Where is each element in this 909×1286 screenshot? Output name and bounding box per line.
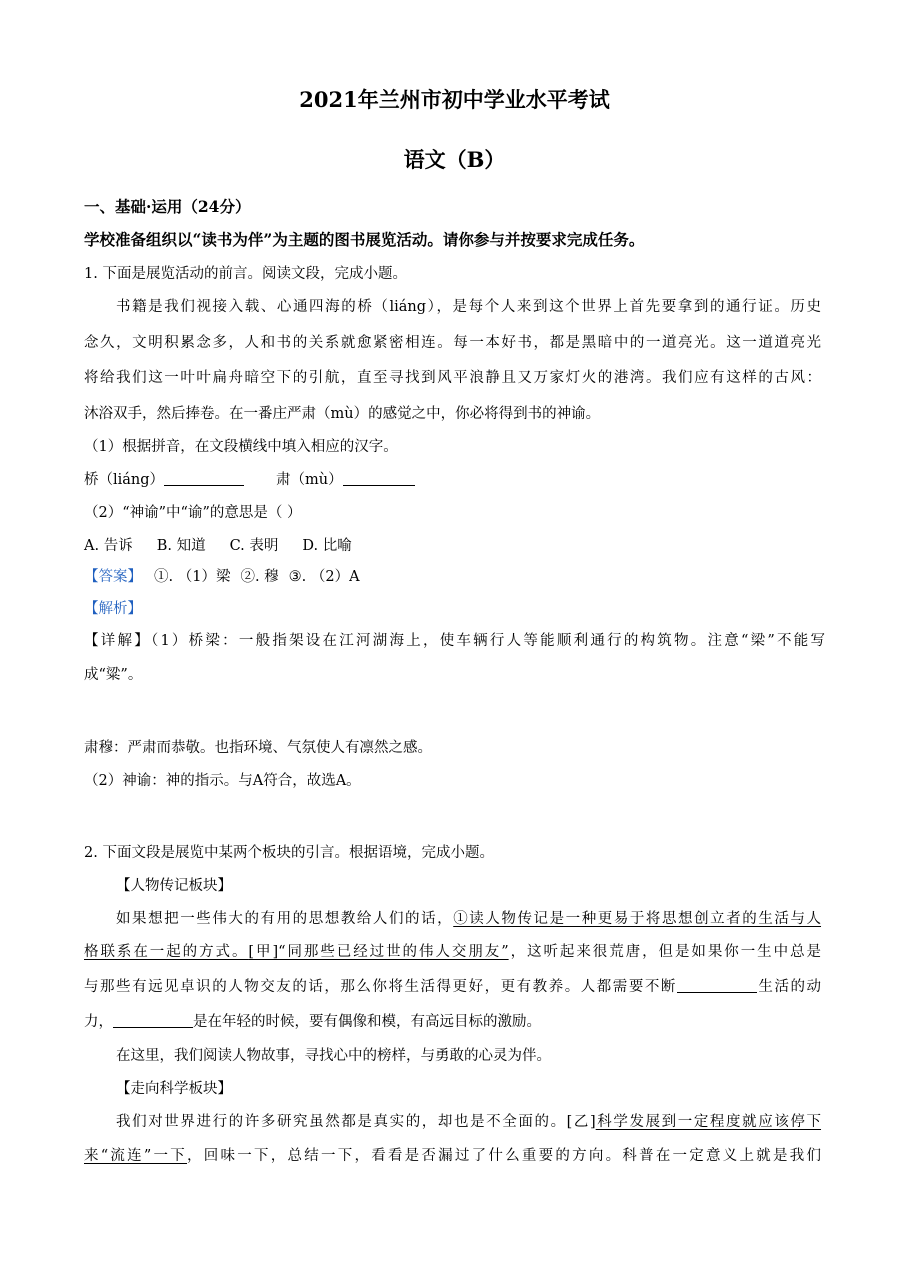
q1-sub1: （1）根据拼音，在文段横线中填入相应的汉字。 [84,439,398,455]
exam-title: 2021年兰州市初中学业水平考试 [299,87,610,112]
answer-label: 【答案】 [84,569,142,585]
q1-sub2: （2）“神谕”中“谕”的意思是（ ） [84,505,302,521]
text-run: 如果想把一些伟大的有用的思想教给人们的话， [116,911,454,927]
text-run: 力， [84,1014,113,1030]
q2-stem: 2. 下面文段是展览中某两个板块的引言。根据语境，完成小题。 [84,845,494,861]
option-b: B. 知道 [156,538,206,554]
section-intro: 学校准备组织以“读书为伴”为主题的图书展览活动。请你参与并按要求完成任务。 [84,230,645,249]
answer-part: ③. （2）A [288,569,360,585]
fill-label-b: 肃（mù） [276,472,343,488]
text-run: ，回味一下，总结一下，看看是否漏过了什么重要的方向。科普在一定意义上就是我们 [187,1148,822,1164]
section-heading: 一、基础·运用（24分） [84,197,251,216]
detail-label: 【详解】 [84,633,151,649]
fill-blank-b[interactable] [343,484,415,486]
answer-part: ①. （1）梁 [154,569,231,585]
detail-line: 肃穆：严肃而恭敬。也指环境、气氛使人有凛然之感。 [84,740,432,756]
block-title-science: 【走向科学板块】 [116,1081,232,1097]
answer-row [84,567,360,587]
q1-options [84,536,352,556]
q1-passage-line: 书籍是我们视接入载、心通四海的桥（liáng），是每个人来到这个世界上首先要拿到的通行证。历史 [116,299,821,315]
answer-part: ②. 穆 [240,569,279,585]
text-run: 生活的动 [756,979,822,995]
analysis-label: 【解析】 [84,601,142,617]
q1-fill-row [84,470,415,490]
q2-passage-line [84,977,821,997]
text-run: 与那些有远见卓识的人物交友的话，那么你将生活得更好，更有教养。人都需要不断 [84,979,677,995]
option-a: A. 告诉 [84,538,133,554]
text-run: ，这听起来很荒唐，但是如果你一生中总是 [508,944,822,960]
q2-passage-line [84,942,821,962]
q1-passage-line: 将给我们这一叶叶扁舟暗空下的引航，直至寻找到风平浪静且又万家灯火的港湾。我们应有这样的古风： [84,370,821,386]
underlined-sentence-yi: 科学发展到一定程度就应该停下 [595,1114,822,1130]
underlined-sentence-1: 格联系在一起的方式。 [84,944,249,960]
block-title-biography: 【人物传记板块】 [116,878,232,894]
exam-subtitle: 语文（B） [403,147,506,172]
q2-passage-line: 在这里，我们阅读人物故事，寻找心中的榜样，与勇敢的心灵为伴。 [116,1048,551,1064]
fill-label-a: 桥（liáng） [84,472,165,488]
underlined-sentence-jia: [甲]“同那些已经过世的伟人交朋友” [248,944,509,960]
q2-passage-line [116,909,821,929]
text-run: 是在年轻的时候，要有偶像和模，有高远目标的激励。 [193,1014,541,1030]
fill-blank[interactable] [677,991,757,993]
fill-blank[interactable] [113,1026,193,1028]
underlined-sentence-yi: 来“流连”一下 [84,1148,188,1164]
option-d: D. 比喻 [302,538,352,554]
text-run: 我们对世界进行的许多研究虽然都是真实的，却也是不全面的。[乙] [116,1114,596,1130]
underlined-sentence-1: ①读人物传记是一种更易于将思想创立者的生活与人 [453,911,822,927]
q1-passage-line: 念久，文明积累念多，人和书的关系就愈紧密相连。每一本好书，都是黑暗中的一道亮光。这一道道亮光 [84,335,821,351]
q2-passage-line [84,1012,541,1032]
detail-line: （2）神谕：神的指示。与A符合，故选A。 [84,773,361,789]
q2-passage-line [116,1112,821,1132]
q2-passage-line [84,1146,821,1166]
option-c: C. 表明 [229,538,279,554]
detail-line: 成“粱”。 [84,667,143,683]
q1-passage-line: 沐浴双手，然后捧卷。在一番庄严肃（mù）的感觉之中，你必将得到书的神谕。 [84,406,601,422]
fill-blank-a[interactable] [164,484,244,486]
q1-stem: 1. 下面是展览活动的前言。阅读文段，完成小题。 [84,266,407,282]
detail-text: （1）桥梁：一般指架设在江河湖海上，使车辆行人等能顺利通行的构筑物。注意“梁”不能写 [150,633,825,649]
detail-line [84,631,825,651]
